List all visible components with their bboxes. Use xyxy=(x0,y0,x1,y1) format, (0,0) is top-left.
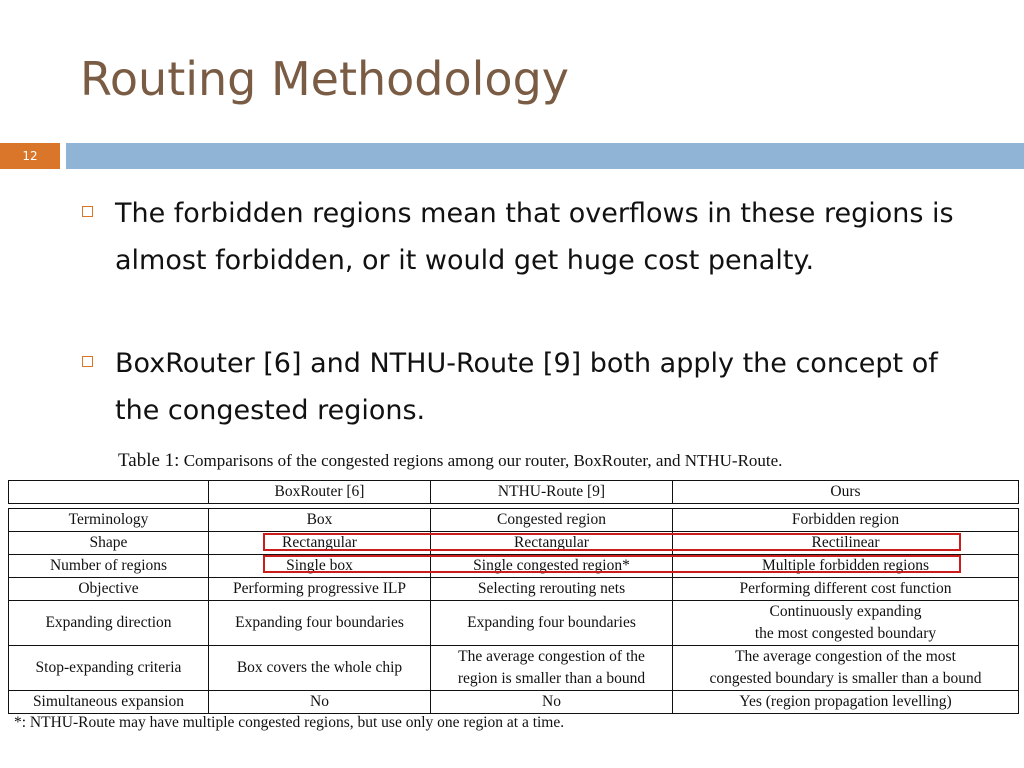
table-row xyxy=(9,578,1019,601)
comparison-table xyxy=(8,480,1019,714)
table-header-row xyxy=(9,481,1019,504)
table-cell: Expanding four boundaries xyxy=(431,601,673,646)
slide-title: Routing Methodology xyxy=(80,52,569,106)
table-cell: Single congested region* xyxy=(431,555,673,578)
table-caption-label: Table 1: xyxy=(118,450,180,471)
cell-line: Continuously expanding xyxy=(769,603,922,620)
table-cell: Congested region xyxy=(431,509,673,532)
table-cell: Selecting rerouting nets xyxy=(431,578,673,601)
bullet-item xyxy=(82,190,962,284)
table-row xyxy=(9,509,1019,532)
table-cell: Rectangular xyxy=(431,532,673,555)
square-bullet-icon xyxy=(82,356,93,367)
row-label: Expanding direction xyxy=(9,601,209,646)
table-header-cell: NTHU-Route [9] xyxy=(431,481,673,504)
table-cell: Rectangular xyxy=(209,532,431,555)
cell-line: the most congested boundary xyxy=(754,625,937,642)
cell-line: The average congestion of the xyxy=(458,648,645,665)
bullet-text: The forbidden regions mean that overflows in these regions is almost forbidden, or it would get huge cost penalty. xyxy=(115,198,954,276)
table-header-cell: BoxRouter [6] xyxy=(209,481,431,504)
table-cell xyxy=(673,646,1019,691)
bullet-text: BoxRouter [6] and NTHU-Route [9] both apply the concept of the congested regions. xyxy=(115,348,938,426)
cell-line: The average congestion of the most xyxy=(735,648,956,665)
table-cell: Yes (region propagation levelling) xyxy=(673,691,1019,714)
row-label: Shape xyxy=(9,532,209,555)
highlight-box-regions-row xyxy=(263,555,961,573)
bullet-item xyxy=(82,340,962,434)
slide-number: 12 xyxy=(0,143,60,169)
table-row xyxy=(9,691,1019,714)
table-row xyxy=(9,601,1019,646)
highlight-box-shape-row xyxy=(263,533,961,551)
row-label: Terminology xyxy=(9,509,209,532)
table-cell: No xyxy=(209,691,431,714)
row-label: Stop-expanding criteria xyxy=(9,646,209,691)
square-bullet-icon xyxy=(82,206,93,217)
table-cell: Single box xyxy=(209,555,431,578)
table-cell: Expanding four boundaries xyxy=(209,601,431,646)
row-label: Objective xyxy=(9,578,209,601)
table-caption xyxy=(118,450,782,472)
table-cell xyxy=(431,646,673,691)
header-band xyxy=(66,143,1024,169)
table-cell: Multiple forbidden regions xyxy=(673,555,1019,578)
table-cell: Forbidden region xyxy=(673,509,1019,532)
cell-line: region is smaller than a bound xyxy=(457,670,646,687)
row-label: Simultaneous expansion xyxy=(9,691,209,714)
row-label: Number of regions xyxy=(9,555,209,578)
table-cell: Rectilinear xyxy=(673,532,1019,555)
table-cell: Performing different cost function xyxy=(673,578,1019,601)
table-cell xyxy=(673,601,1019,646)
table-header-cell: Ours xyxy=(673,481,1019,504)
table-footnote: *: NTHU-Route may have multiple congested regions, but use only one region at a time. xyxy=(14,714,565,731)
table-header-cell xyxy=(9,481,209,504)
table-caption-text: Comparisons of the congested regions among our router, BoxRouter, and NTHU-Route. xyxy=(183,451,783,470)
table-cell: Box xyxy=(209,509,431,532)
table-cell: Box covers the whole chip xyxy=(209,646,431,691)
cell-line: congested boundary is smaller than a bound xyxy=(709,670,982,687)
table-cell: Performing progressive ILP xyxy=(209,578,431,601)
table-cell: No xyxy=(431,691,673,714)
table-row xyxy=(9,646,1019,691)
